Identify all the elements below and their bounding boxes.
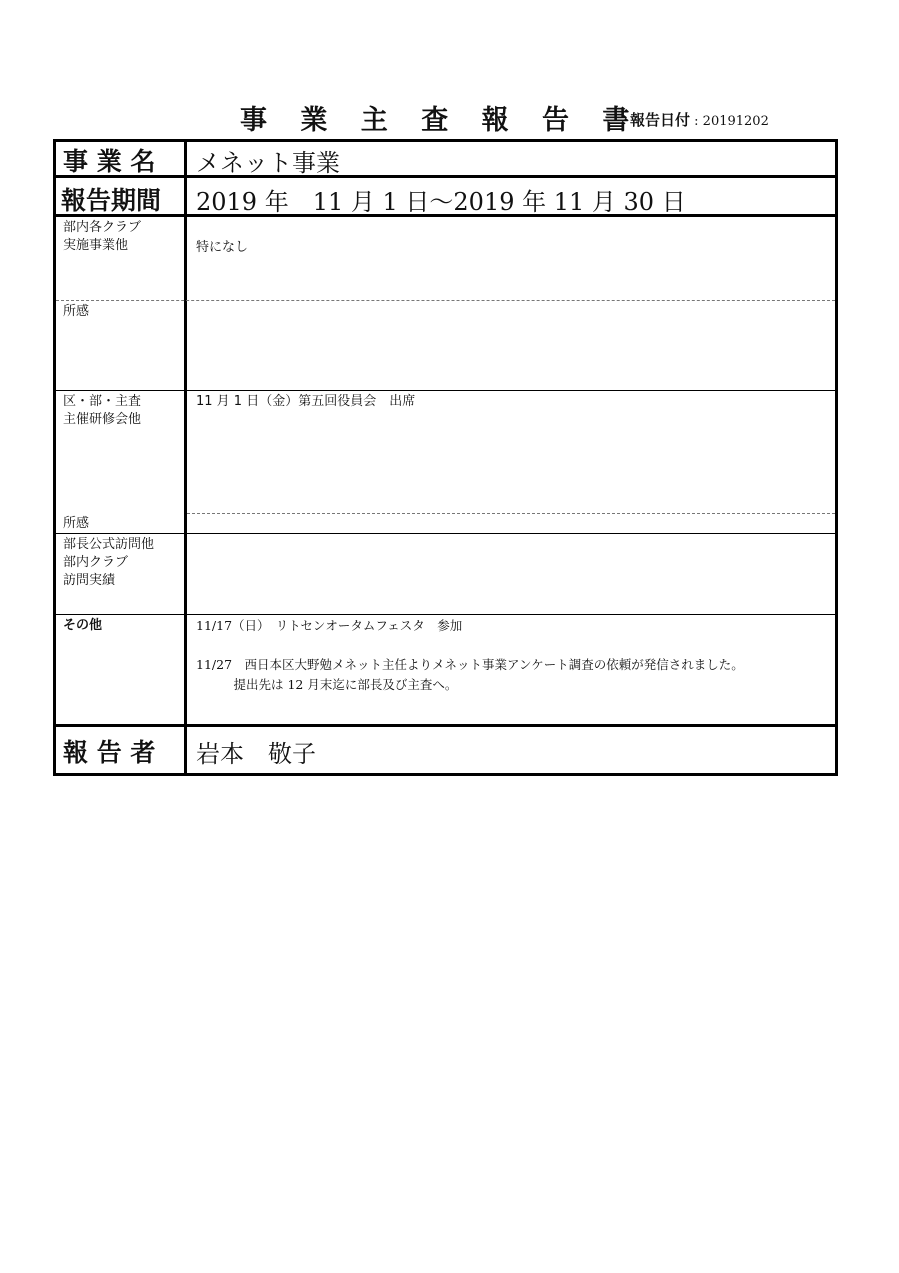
visits-label: 部長公式訪問他 部内クラブ 訪問実績 (63, 537, 155, 588)
other-line-2: 11/27 西日本区大野勉メネット主任よりメネット事業アンケート調査の依頼が発信されました。 (196, 657, 744, 672)
project-name-label: 事 業 名 (63, 147, 156, 176)
impression1-label: 所感 (63, 304, 90, 319)
report-form (53, 139, 838, 776)
other-line-1: 11/17（日） リトセンオータムフェスタ 参加 (196, 618, 463, 633)
district-value: 11 月 1 日（金）第五回役員会 出席 (196, 394, 416, 409)
report-date-label: 報告日付 (630, 111, 691, 129)
reporter-value: 岩本 敬子 (196, 740, 316, 768)
project-name-value: メネット事業 (196, 149, 340, 177)
report-date (630, 109, 769, 131)
report-date-value: 20191202 (702, 114, 769, 129)
period-label: 報告期間 (61, 186, 162, 215)
impression2-label: 所感 (63, 516, 90, 531)
row-divider (53, 724, 838, 727)
district-label: 区・部・主査 主催研修会他 (63, 394, 142, 427)
row-divider (53, 175, 838, 178)
report-date-separator: : (690, 114, 703, 129)
row-divider (187, 513, 835, 514)
row-divider (53, 533, 838, 534)
row-divider (53, 614, 838, 615)
club-events-value: 特になし (196, 240, 249, 255)
reporter-label: 報 告 者 (63, 738, 156, 767)
club-events-label: 部内各クラブ 実施事業他 (63, 220, 142, 253)
other-line-3: 提出先は 12 月末迄に部長及び主査へ。 (196, 677, 458, 692)
label-divider (184, 139, 187, 776)
period-value: 2019 年 11 月 1 日～2019 年 11 月 30 日 (196, 188, 686, 216)
document-title: 事 業 主 査 報 告 書 (240, 105, 642, 136)
other-label: その他 (63, 618, 103, 633)
row-divider (56, 300, 835, 301)
row-divider (53, 390, 838, 391)
